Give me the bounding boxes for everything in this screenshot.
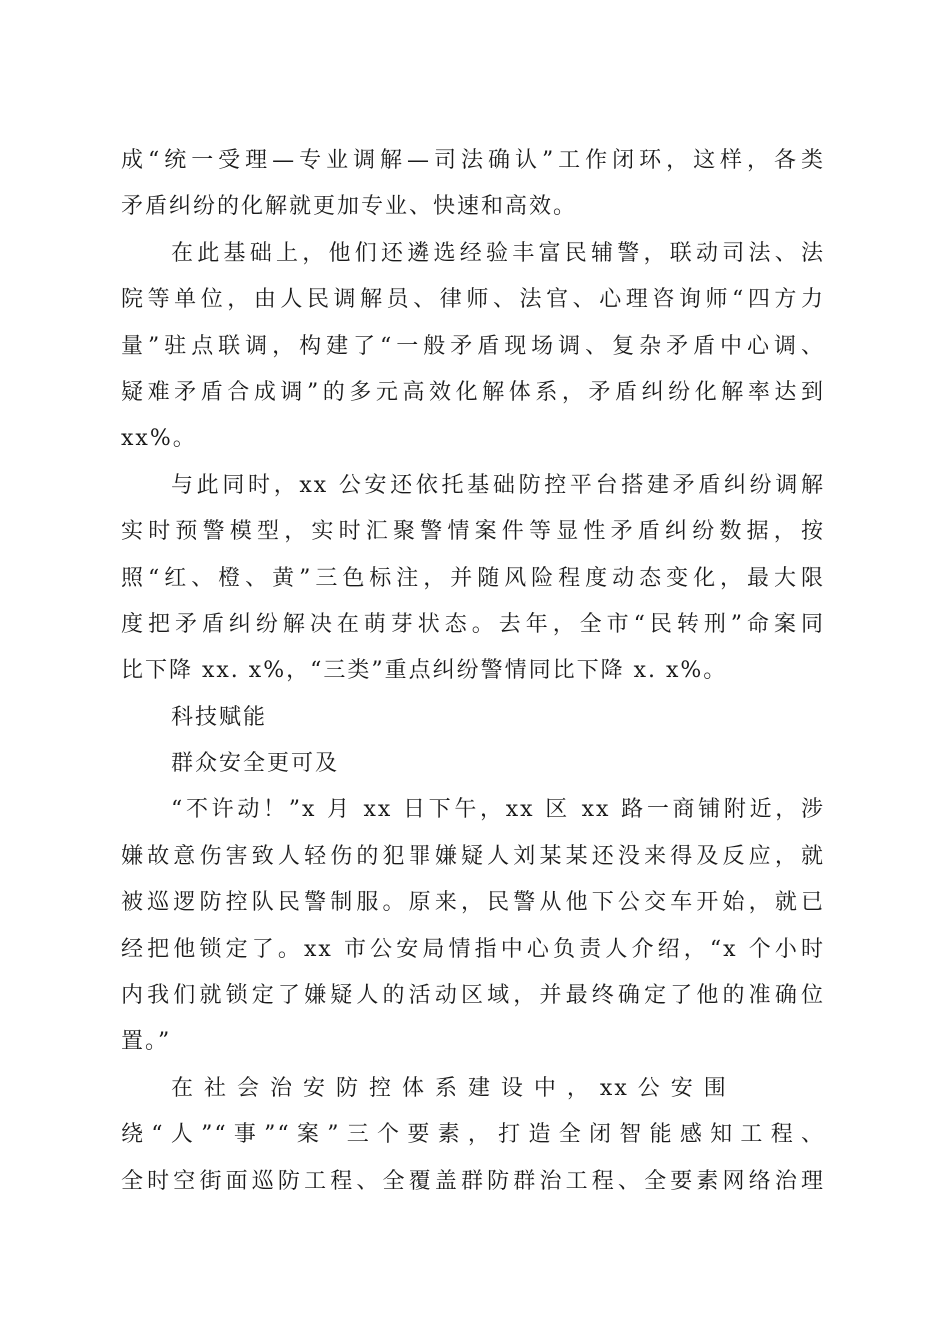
body-text [121,138,825,1205]
text-line: 成“统一受理—专业调解—司法确认”工作闭环，这样，各类 [121,148,825,173]
text-line: 置。” [121,1029,172,1055]
text-line: 被巡逻防控队民警制服。原来，民警从他下公交车开始，就已 [121,890,825,916]
text-line: 与此同时，xx 公安还依托基础防控平台搭建矛盾纠纷调解 [171,472,825,498]
text-line: 内我们就锁定了嫌疑人的活动区域，并最终确定了他的准确位 [121,983,825,1009]
text-line: xx%。 [121,426,197,452]
section-heading: 科技赋能 [171,704,268,730]
text-line: 实时预警模型，实时汇聚警情案件等显性矛盾纠纷数据，按 [121,519,825,545]
text-line: 度把矛盾纠纷解决在萌芽状态。去年，全市“民转刑”命案同 [121,611,825,637]
section-subheading: 群众安全更可及 [171,751,340,777]
text-line: 在此基础上，他们还遴选经验丰富民辅警，联动司法、法 [171,240,825,266]
text-line: 绕“人”“事”“案”三个要素，打造全闭智能感知工程、 [121,1122,825,1148]
text-line: 比下降 xx. x%，“三类”重点纠纷警情同比下降 x. x%。 [121,658,728,684]
text-line: 经把他锁定了。xx 市公安局情指中心负责人介绍，“x 个小时 [121,936,825,962]
text-line: 照“红、橙、黄”三色标注，并随风险程度动态变化，最大限 [121,565,825,591]
text-line: “不许动！”x 月 xx 日下午，xx 区 xx 路一商铺附近，涉 [171,797,825,823]
text-line: 疑难矛盾合成调”的多元高效化解体系，矛盾纠纷化解率达到 [121,379,825,405]
text-line: 嫌故意伤害致人轻伤的犯罪嫌疑人刘某某还没来得及反应，就 [121,843,825,869]
text-line: 全时空街面巡防工程、全覆盖群防群治工程、全要素网络治理 [121,1168,825,1194]
text-line: 院等单位，由人民调解员、律师、法官、心理咨询师“四方力 [121,287,825,313]
text-line: 量”驻点联调，构建了“一般矛盾现场调、复杂矛盾中心调、 [121,333,825,359]
text-line: 矛盾纠纷的化解就更加专业、快速和高效。 [121,194,578,220]
text-line: 在 社 会 治 安 防 控 体 系 建 设 中 ， xx 公 安 围 [171,1075,728,1101]
